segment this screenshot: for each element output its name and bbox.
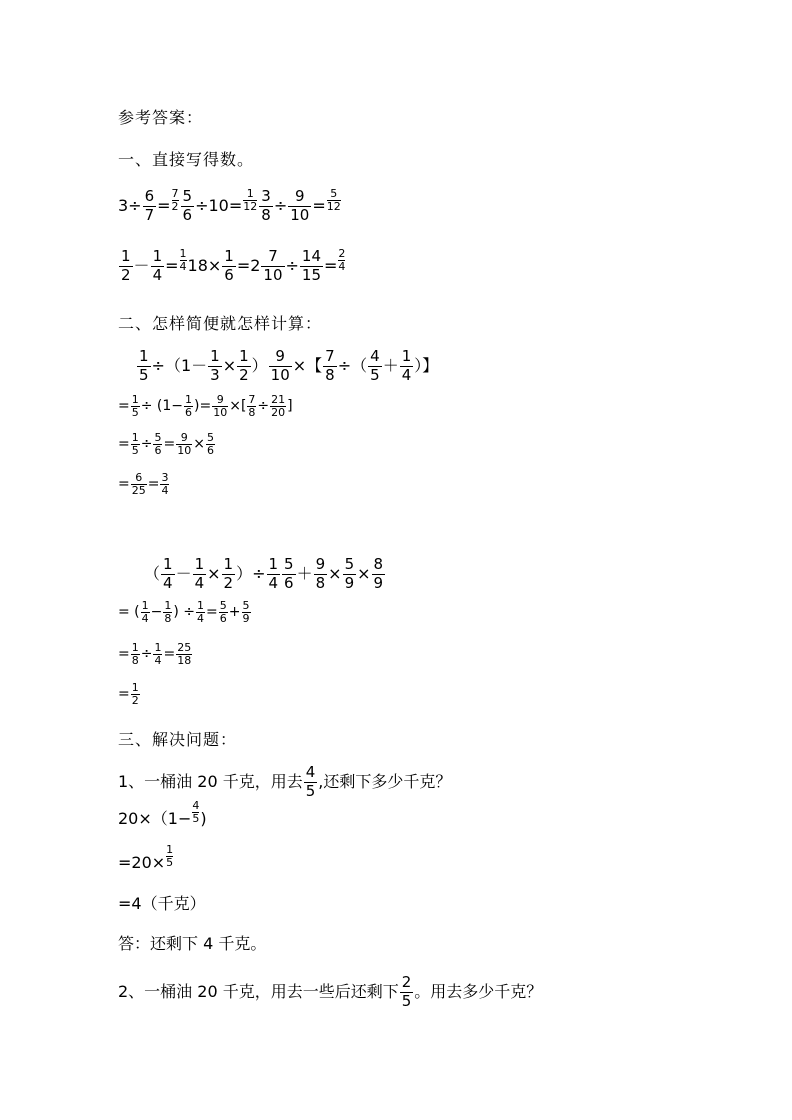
- section-1-row-1: [118, 188, 342, 225]
- section-2-title-line: [118, 316, 322, 332]
- expr-text: 18×: [187, 256, 222, 276]
- section-1-title: 一、直接写得数。: [118, 150, 255, 169]
- section-1-row-2: [118, 248, 346, 285]
- result-fraction: $\frac{5}{12}$: [326, 186, 341, 213]
- section-3-title-line: [118, 732, 237, 748]
- fraction: $\frac{1}{4}$: [268, 555, 279, 592]
- fraction: $\frac{1}{5}$: [166, 843, 174, 870]
- fraction: $\frac{1}{5}$: [131, 393, 139, 419]
- fraction: $\frac{7}{8}$: [325, 347, 335, 384]
- question-2: [118, 974, 542, 1011]
- problem-3-4-expressions: （ $\frac{1}{4}$ － $\frac{1}{4}$ × $\frac{1}{2}$ ）÷ $\frac{1}{4}$ $\frac{5}{6}$ ＋ $\frac{9}{8}$ × $\frac{5}{9}$ × $\frac{8}{9}$: [144, 555, 384, 592]
- fraction: $\frac{1}{4}$: [401, 347, 412, 384]
- fraction: $\frac{1}{8}$: [164, 599, 172, 625]
- fraction: $\frac{5}{6}$: [284, 555, 294, 592]
- question-2-text: 。用去多少千克？: [414, 982, 543, 1002]
- fraction: $\frac{9}{10}$: [177, 431, 192, 457]
- expr-text: ÷: [285, 256, 299, 276]
- fraction: $\frac{8}{9}$: [373, 555, 384, 592]
- fraction: $\frac{1}{4}$: [152, 247, 163, 284]
- question-1-text: 1、一桶油 20 千克，用去: [118, 772, 303, 792]
- fraction: $\frac{1}{4}$: [163, 555, 173, 592]
- result-fraction: $\frac{1}{12}$: [243, 186, 258, 213]
- expr-text: ÷（1－: [151, 356, 208, 376]
- fraction: $\frac{2}{5}$: [401, 973, 412, 1010]
- expr-text: ＋: [382, 356, 399, 376]
- expr-text: ）】: [414, 356, 439, 376]
- fraction: $\frac{7}{10}$: [263, 247, 283, 284]
- fraction: $\frac{1}{4}$: [154, 641, 162, 667]
- result-fraction: $\frac{7}{2}$: [171, 186, 179, 213]
- question-1-step-2: =20× $\frac{1}{5}$: [118, 843, 174, 872]
- expr-text: =: [324, 256, 338, 276]
- fraction: $\frac{1}{8}$: [131, 641, 139, 667]
- expr-text: ×【: [292, 356, 323, 376]
- fraction: $\frac{1}{2}$: [239, 347, 249, 384]
- fraction: $\frac{4}{5}$: [192, 799, 200, 826]
- section-3-title: 三、解决问题：: [118, 730, 238, 749]
- result-fraction: $\frac{1}{4}$: [179, 246, 187, 273]
- fraction: $\frac{1}{4}$: [197, 599, 205, 625]
- fraction: $\frac{25}{18}$: [177, 641, 192, 667]
- fraction: $\frac{4}{5}$: [370, 347, 380, 384]
- fraction: $\frac{1}{4}$: [194, 555, 205, 592]
- expr-text: ×: [222, 356, 237, 376]
- expr-text: ÷10=: [195, 196, 243, 216]
- fraction: $\frac{9}{8}$: [315, 555, 326, 592]
- question-2-text: 2、一桶油 20 千克，用去一些后还剩下: [118, 982, 399, 1002]
- fraction: $\frac{9}{10}$: [290, 187, 310, 224]
- expr-text: ÷（: [337, 356, 368, 376]
- fraction: $\frac{6}{7}$: [144, 187, 155, 224]
- problem-3-4-step-1: = ( $\frac{1}{4}$ − $\frac{1}{8}$ ) ÷ $\frac{1}{4}$ = $\frac{5}{6}$ + $\frac{5}{9}$: [118, 599, 250, 625]
- expr-text: －: [133, 256, 150, 276]
- fraction: $\frac{1}{6}$: [224, 247, 234, 284]
- fraction: $\frac{6}{25}$: [131, 471, 146, 497]
- fraction: $\frac{1}{5}$: [131, 431, 139, 457]
- problem-3-4-step-2: = $\frac{1}{8}$ ÷ $\frac{1}{4}$ = $\frac{25}{18}$: [118, 641, 192, 667]
- question-1-answer: 答：还剩下 4 千克。: [118, 934, 267, 953]
- section-2-title: 二、怎样简便就怎样计算：: [118, 314, 323, 333]
- fraction: $\frac{1}{5}$: [139, 347, 149, 384]
- fraction: $\frac{5}{6}$: [182, 187, 193, 224]
- fraction: $\frac{7}{8}$: [248, 393, 256, 419]
- expr-text: ）: [251, 356, 268, 376]
- expr-text: =: [157, 196, 171, 216]
- expr-text: =: [165, 256, 179, 276]
- expr-text: 3÷: [118, 196, 142, 216]
- question-1-step-3: =4（千克）: [118, 894, 206, 913]
- fraction: $\frac{5}{6}$: [206, 431, 214, 457]
- result-fraction: $\frac{2}{4}$: [338, 246, 346, 273]
- problem-3-4-step-3: = $\frac{1}{2}$: [118, 681, 139, 707]
- problem-1-2-step-3: = $\frac{6}{25}$ = $\frac{3}{4}$: [118, 471, 169, 497]
- fraction: $\frac{9}{10}$: [213, 393, 228, 419]
- question-1: [118, 764, 451, 801]
- fraction: $\frac{9}{10}$: [270, 347, 290, 384]
- expr-text: ÷: [273, 196, 288, 216]
- fraction: $\frac{21}{20}$: [271, 393, 286, 419]
- fraction: $\frac{1}{2}$: [121, 247, 131, 284]
- problem-1-2-step-1: = $\frac{1}{5}$ ÷ (1− $\frac{1}{6}$ )= $\frac{9}{10}$ × [ $\frac{7}{8}$ ÷ $\frac{21}{20}$ ]: [118, 393, 293, 419]
- answer-header: [118, 110, 203, 126]
- fraction: $\frac{14}{15}$: [301, 247, 322, 284]
- fraction: $\frac{1}{6}$: [185, 393, 193, 419]
- fraction: $\frac{1}{4}$: [141, 599, 149, 625]
- fraction: $\frac{3}{8}$: [261, 187, 271, 224]
- fraction: $\frac{5}{6}$: [219, 599, 227, 625]
- question-1-text: ,还剩下多少千克？: [318, 772, 452, 792]
- problem-1-2-expressions: [136, 348, 438, 385]
- fraction: $\frac{5}{9}$: [344, 555, 355, 592]
- problem-1-2-step-2: = $\frac{1}{5}$ ÷ $\frac{5}{6}$ = $\frac{9}{10}$ × $\frac{5}{6}$: [118, 431, 214, 457]
- fraction: $\frac{4}{5}$: [305, 763, 316, 800]
- fraction: $\frac{5}{9}$: [242, 599, 250, 625]
- question-1-step-1: 20×（1− $\frac{4}{5}$ ): [118, 799, 207, 828]
- fraction: $\frac{1}{2}$: [131, 681, 139, 707]
- section-1-title-line: [118, 152, 254, 168]
- answer-title: 参考答案：: [118, 108, 204, 127]
- expr-text: =: [312, 196, 326, 216]
- fraction: $\frac{5}{6}$: [154, 431, 162, 457]
- expr-text: =2: [236, 256, 261, 276]
- fraction: $\frac{1}{2}$: [223, 555, 234, 592]
- fraction: $\frac{3}{4}$: [161, 471, 169, 497]
- fraction: $\frac{1}{3}$: [210, 347, 220, 384]
